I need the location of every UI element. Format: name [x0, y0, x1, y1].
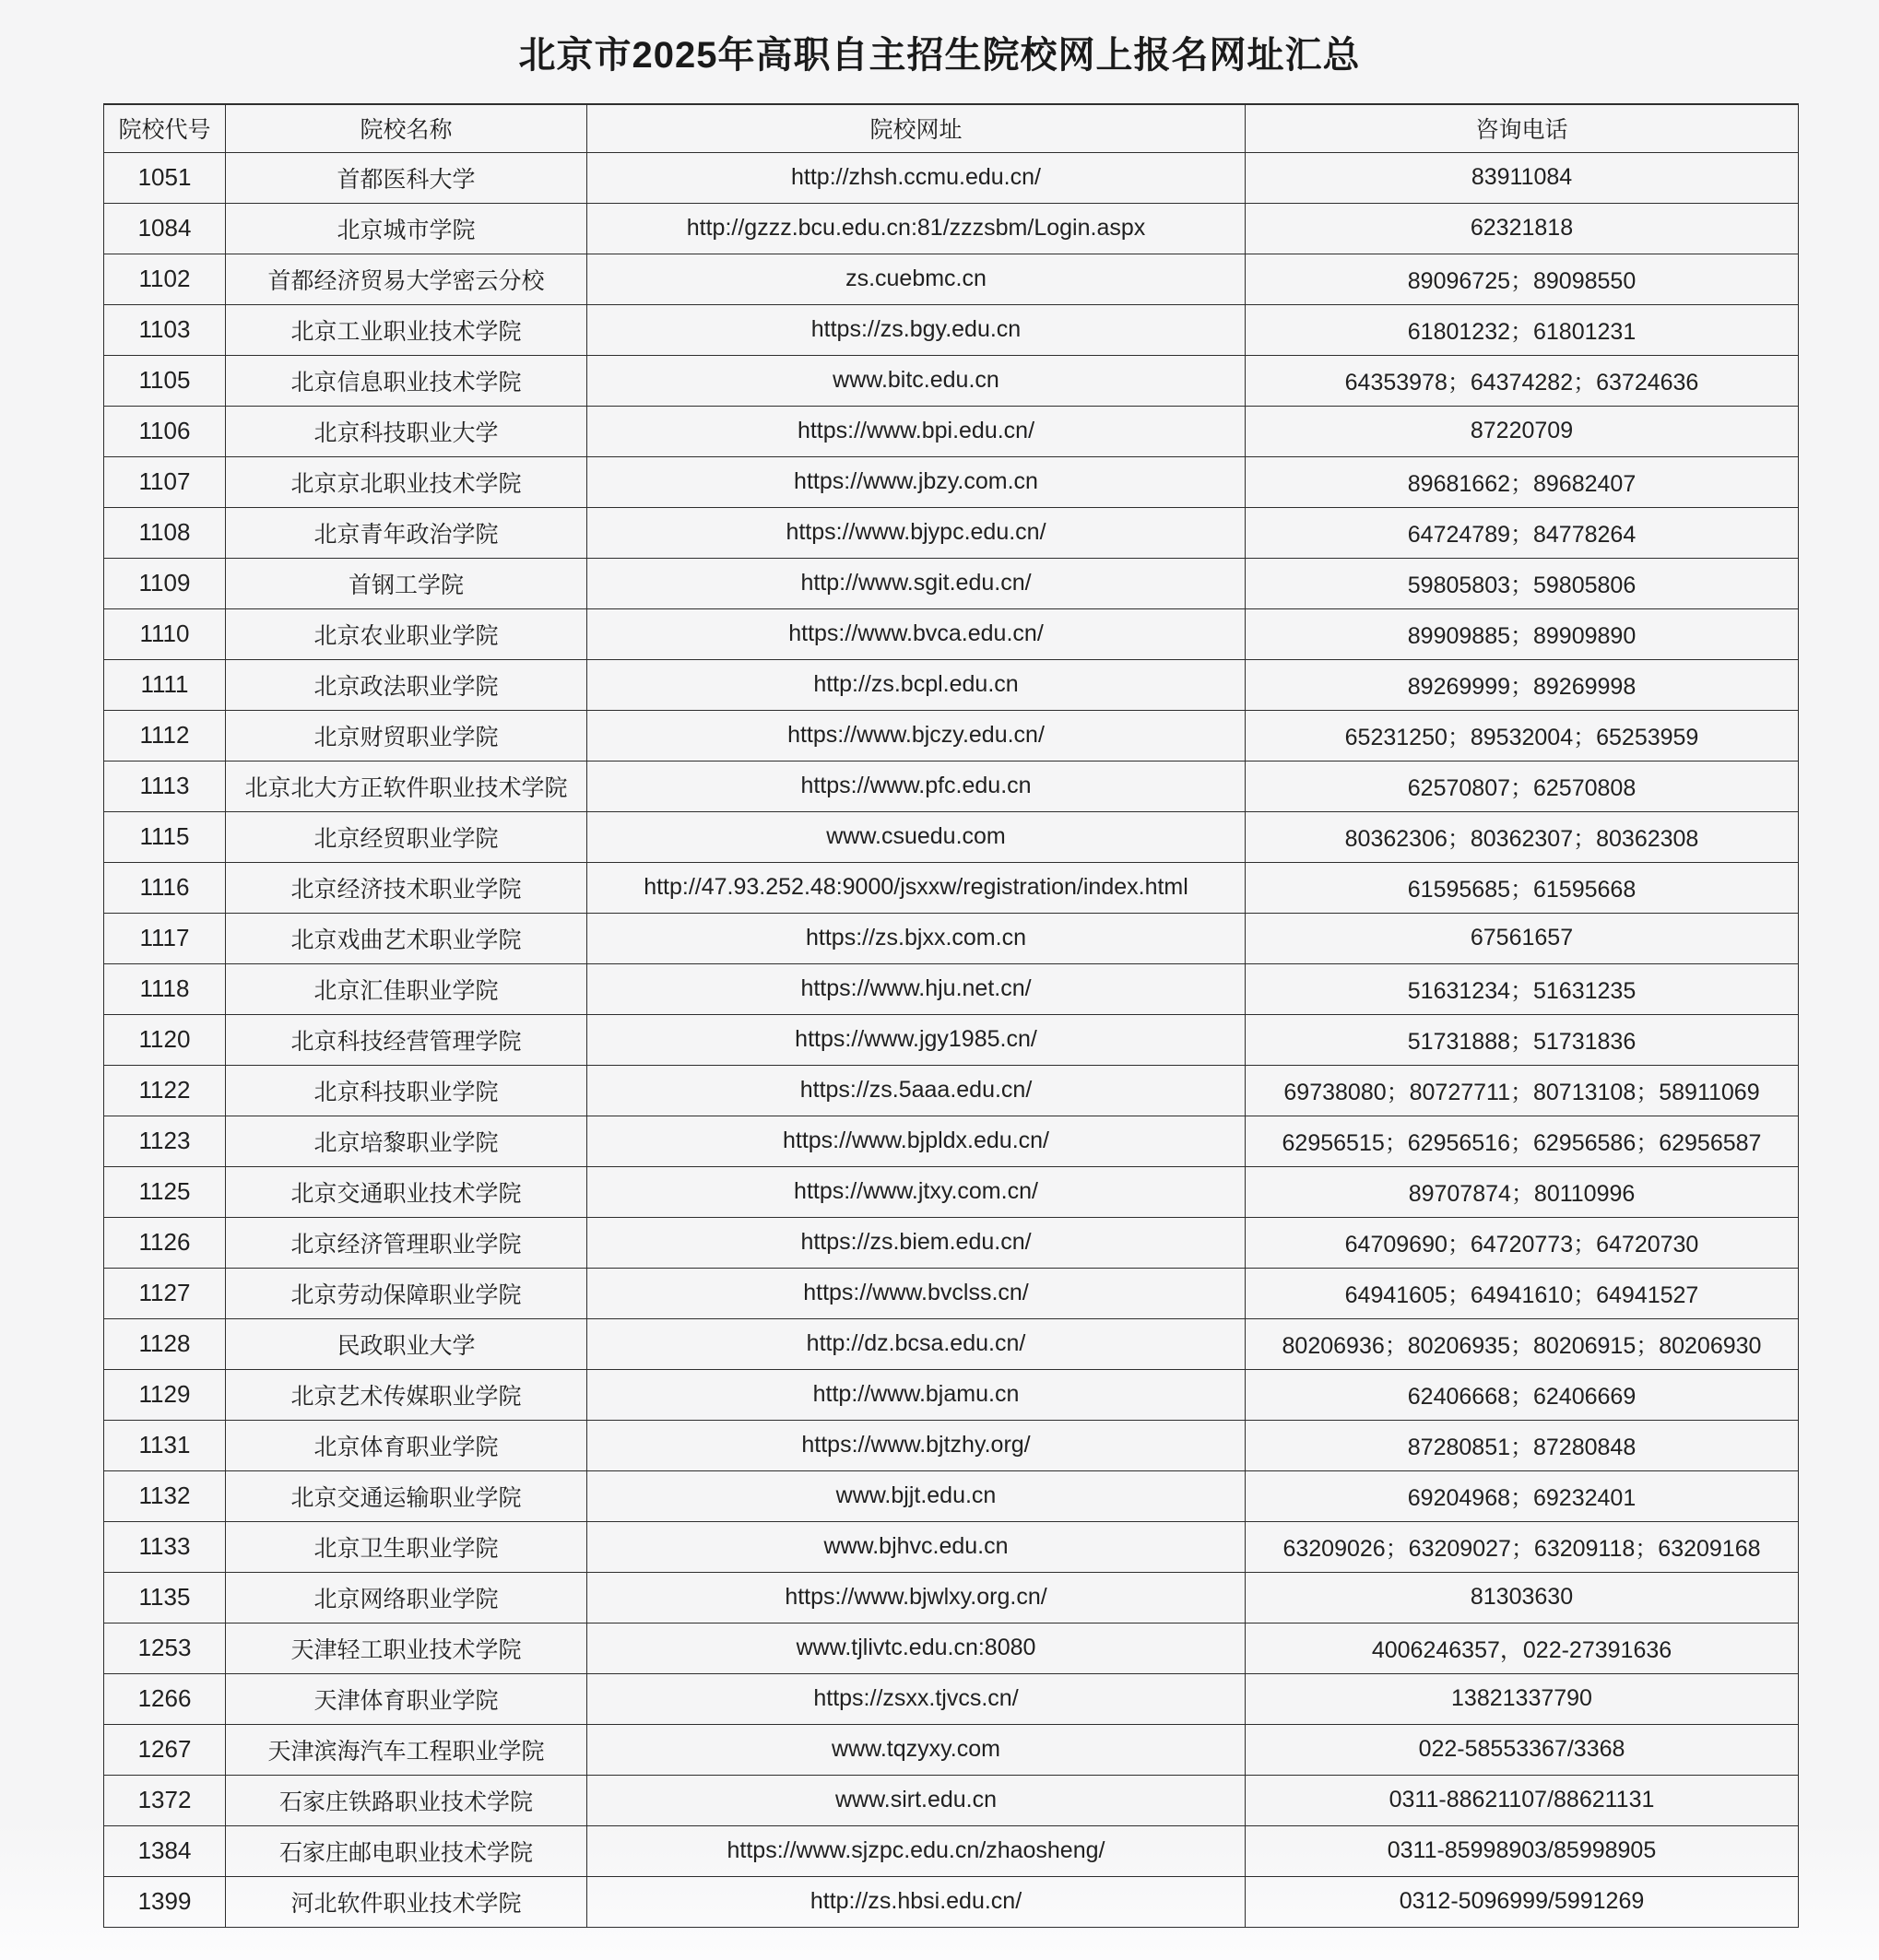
cell-name: 北京网络职业学院: [226, 1572, 587, 1623]
cell-url: zs.cuebmc.cn: [587, 254, 1246, 304]
cell-name: 首钢工学院: [226, 558, 587, 608]
cell-url: www.bjjt.edu.cn: [587, 1470, 1246, 1521]
table-row: [104, 608, 1799, 659]
table-row: [104, 456, 1799, 507]
cell-name: 北京交通运输职业学院: [226, 1470, 587, 1521]
cell-phone: 80206936；80206935；80206915；80206930: [1246, 1318, 1799, 1369]
cell-phone: 0311-88621107/88621131: [1246, 1775, 1799, 1825]
cell-phone: 89909885；89909890: [1246, 608, 1799, 659]
cell-url: https://www.bjczy.edu.cn/: [587, 710, 1246, 761]
cell-phone: 63209026；63209027；63209118；63209168: [1246, 1521, 1799, 1572]
cell-code: 1107: [104, 456, 226, 507]
cell-name: 石家庄铁路职业技术学院: [226, 1775, 587, 1825]
cell-phone: 64353978；64374282；63724636: [1246, 355, 1799, 406]
table-row: [104, 355, 1799, 406]
cell-url: https://www.bvca.edu.cn/: [587, 608, 1246, 659]
cell-code: 1253: [104, 1623, 226, 1673]
cell-phone: 89096725；89098550: [1246, 254, 1799, 304]
cell-code: 1108: [104, 507, 226, 558]
cell-code: 1051: [104, 152, 226, 203]
cell-phone: 87280851；87280848: [1246, 1420, 1799, 1470]
cell-name: 北京城市学院: [226, 203, 587, 254]
cell-code: 1115: [104, 811, 226, 862]
cell-name: 北京科技职业大学: [226, 406, 587, 456]
table-row: [104, 710, 1799, 761]
table-body: [104, 152, 1799, 1927]
cell-code: 1126: [104, 1217, 226, 1268]
cell-name: 北京工业职业技术学院: [226, 304, 587, 355]
cell-url: www.sirt.edu.cn: [587, 1775, 1246, 1825]
table-head: [104, 104, 1799, 152]
cell-phone: 4006246357，022-27391636: [1246, 1623, 1799, 1673]
table-row: [104, 1065, 1799, 1116]
cell-phone: 89707874；80110996: [1246, 1166, 1799, 1217]
cell-phone: 64709690；64720773；64720730: [1246, 1217, 1799, 1268]
cell-name: 北京科技经营管理学院: [226, 1014, 587, 1065]
cell-phone: 89269999；89269998: [1246, 659, 1799, 710]
table-row: [104, 659, 1799, 710]
table-row: [104, 1572, 1799, 1623]
cell-phone: 62956515；62956516；62956586；62956587: [1246, 1116, 1799, 1166]
cell-name: 河北软件职业技术学院: [226, 1876, 587, 1927]
cell-name: 北京卫生职业学院: [226, 1521, 587, 1572]
table-row: [104, 761, 1799, 811]
table-row: [104, 1775, 1799, 1825]
cell-url: www.csuedu.com: [587, 811, 1246, 862]
header-college-code: 院校代号: [104, 104, 226, 152]
cell-name: 首都医科大学: [226, 152, 587, 203]
table-row: [104, 558, 1799, 608]
cell-name: 民政职业大学: [226, 1318, 587, 1369]
cell-phone: 61595685；61595668: [1246, 862, 1799, 913]
cell-name: 天津轻工职业技术学院: [226, 1623, 587, 1673]
cell-phone: 62406668；62406669: [1246, 1369, 1799, 1420]
table-row: [104, 1014, 1799, 1065]
cell-code: 1131: [104, 1420, 226, 1470]
cell-code: 1118: [104, 963, 226, 1014]
cell-url: https://www.bvclss.cn/: [587, 1268, 1246, 1318]
cell-name: 首都经济贸易大学密云分校: [226, 254, 587, 304]
cell-url: http://www.bjamu.cn: [587, 1369, 1246, 1420]
cell-code: 1117: [104, 913, 226, 963]
table-row: [104, 1521, 1799, 1572]
cell-url: https://www.hju.net.cn/: [587, 963, 1246, 1014]
cell-phone: 0311-85998903/85998905: [1246, 1825, 1799, 1876]
cell-code: 1399: [104, 1876, 226, 1927]
page-title: 北京市2025年高职自主招生院校网上报名网址汇总: [518, 35, 1361, 76]
colleges-table: [103, 103, 1799, 1928]
table-row: [104, 254, 1799, 304]
cell-phone: 62321818: [1246, 203, 1799, 254]
cell-code: 1133: [104, 1521, 226, 1572]
cell-name: 天津体育职业学院: [226, 1673, 587, 1724]
cell-code: 1122: [104, 1065, 226, 1116]
cell-code: 1127: [104, 1268, 226, 1318]
table-row: [104, 1217, 1799, 1268]
cell-code: 1103: [104, 304, 226, 355]
cell-url: www.tjlivtc.edu.cn:8080: [587, 1623, 1246, 1673]
cell-url: http://47.93.252.48:9000/jsxxw/registration/index.html: [587, 862, 1246, 913]
cell-name: 北京经贸职业学院: [226, 811, 587, 862]
cell-name: 北京政法职业学院: [226, 659, 587, 710]
cell-phone: 69204968；69232401: [1246, 1470, 1799, 1521]
cell-phone: 80362306；80362307；80362308: [1246, 811, 1799, 862]
cell-code: 1105: [104, 355, 226, 406]
cell-code: 1116: [104, 862, 226, 913]
cell-name: 北京经济管理职业学院: [226, 1217, 587, 1268]
cell-code: 1084: [104, 203, 226, 254]
cell-url: http://zs.hbsi.edu.cn/: [587, 1876, 1246, 1927]
table-row: [104, 1166, 1799, 1217]
cell-name: 北京戏曲艺术职业学院: [226, 913, 587, 963]
cell-name: 天津滨海汽车工程职业学院: [226, 1724, 587, 1775]
cell-code: 1129: [104, 1369, 226, 1420]
cell-name: 北京经济技术职业学院: [226, 862, 587, 913]
cell-url: http://zs.bcpl.edu.cn: [587, 659, 1246, 710]
cell-url: http://gzzz.bcu.edu.cn:81/zzzsbm/Login.aspx: [587, 203, 1246, 254]
cell-url: https://zs.biem.edu.cn/: [587, 1217, 1246, 1268]
cell-name: 北京京北职业技术学院: [226, 456, 587, 507]
cell-code: 1106: [104, 406, 226, 456]
cell-code: 1123: [104, 1116, 226, 1166]
cell-name: 北京财贸职业学院: [226, 710, 587, 761]
cell-code: 1132: [104, 1470, 226, 1521]
cell-phone: 64724789；84778264: [1246, 507, 1799, 558]
cell-url: https://www.bpi.edu.cn/: [587, 406, 1246, 456]
cell-phone: 81303630: [1246, 1572, 1799, 1623]
cell-url: https://zs.bgy.edu.cn: [587, 304, 1246, 355]
cell-name: 北京科技职业学院: [226, 1065, 587, 1116]
header-college-url: 院校网址: [587, 104, 1246, 152]
cell-code: 1128: [104, 1318, 226, 1369]
table-row: [104, 1876, 1799, 1927]
table-row: [104, 811, 1799, 862]
cell-code: 1102: [104, 254, 226, 304]
cell-phone: 67561657: [1246, 913, 1799, 963]
cell-code: 1120: [104, 1014, 226, 1065]
cell-name: 北京信息职业技术学院: [226, 355, 587, 406]
table-row: [104, 406, 1799, 456]
cell-phone: 65231250；89532004；65253959: [1246, 710, 1799, 761]
cell-phone: 89681662；89682407: [1246, 456, 1799, 507]
cell-name: 北京汇佳职业学院: [226, 963, 587, 1014]
cell-phone: 59805803；59805806: [1246, 558, 1799, 608]
cell-url: https://www.bjypc.edu.cn/: [587, 507, 1246, 558]
cell-code: 1109: [104, 558, 226, 608]
header-consult-phone: 咨询电话: [1246, 104, 1799, 152]
table-row: [104, 913, 1799, 963]
cell-phone: 51631234；51631235: [1246, 963, 1799, 1014]
cell-url: https://www.jbzy.com.cn: [587, 456, 1246, 507]
table-row: [104, 862, 1799, 913]
table-row: [104, 304, 1799, 355]
cell-url: https://www.sjzpc.edu.cn/zhaosheng/: [587, 1825, 1246, 1876]
cell-url: https://www.jtxy.com.cn/: [587, 1166, 1246, 1217]
cell-url: http://dz.bcsa.edu.cn/: [587, 1318, 1246, 1369]
cell-code: 1384: [104, 1825, 226, 1876]
cell-code: 1372: [104, 1775, 226, 1825]
table-row: [104, 152, 1799, 203]
cell-url: https://www.jgy1985.cn/: [587, 1014, 1246, 1065]
cell-phone: 87220709: [1246, 406, 1799, 456]
table-row: [104, 1420, 1799, 1470]
cell-phone: 83911084: [1246, 152, 1799, 203]
cell-url: https://www.bjtzhy.org/: [587, 1420, 1246, 1470]
cell-code: 1113: [104, 761, 226, 811]
cell-phone: 62570807；62570808: [1246, 761, 1799, 811]
cell-url: https://zsxx.tjvcs.cn/: [587, 1673, 1246, 1724]
cell-phone: 13821337790: [1246, 1673, 1799, 1724]
header-college-name: 院校名称: [226, 104, 587, 152]
table-row: [104, 507, 1799, 558]
cell-phone: 64941605；64941610；64941527: [1246, 1268, 1799, 1318]
cell-phone: 51731888；51731836: [1246, 1014, 1799, 1065]
table-row: [104, 1825, 1799, 1876]
cell-name: 北京北大方正软件职业技术学院: [226, 761, 587, 811]
cell-phone: 69738080；80727711；80713108；58911069: [1246, 1065, 1799, 1116]
cell-code: 1266: [104, 1673, 226, 1724]
cell-code: 1267: [104, 1724, 226, 1775]
table-row: [104, 1268, 1799, 1318]
cell-url: http://www.sgit.edu.cn/: [587, 558, 1246, 608]
cell-code: 1111: [104, 659, 226, 710]
table-row: [104, 963, 1799, 1014]
cell-phone: 61801232；61801231: [1246, 304, 1799, 355]
table-row: [104, 1318, 1799, 1369]
table-row: [104, 1116, 1799, 1166]
cell-code: 1112: [104, 710, 226, 761]
cell-url: www.bitc.edu.cn: [587, 355, 1246, 406]
cell-code: 1125: [104, 1166, 226, 1217]
table-row: [104, 1724, 1799, 1775]
cell-code: 1135: [104, 1572, 226, 1623]
cell-phone: 0312-5096999/5991269: [1246, 1876, 1799, 1927]
cell-url: https://www.bjpldx.edu.cn/: [587, 1116, 1246, 1166]
cell-name: 北京体育职业学院: [226, 1420, 587, 1470]
table-row: [104, 1470, 1799, 1521]
cell-name: 北京劳动保障职业学院: [226, 1268, 587, 1318]
cell-code: 1110: [104, 608, 226, 659]
cell-url: https://zs.bjxx.com.cn: [587, 913, 1246, 963]
cell-name: 北京艺术传媒职业学院: [226, 1369, 587, 1420]
table-header-row: [104, 104, 1799, 152]
table-row: [104, 1673, 1799, 1724]
cell-url: www.tqzyxy.com: [587, 1724, 1246, 1775]
table-row: [104, 203, 1799, 254]
cell-url: https://www.bjwlxy.org.cn/: [587, 1572, 1246, 1623]
cell-url: https://zs.5aaa.edu.cn/: [587, 1065, 1246, 1116]
cell-name: 北京培黎职业学院: [226, 1116, 587, 1166]
cell-name: 北京农业职业学院: [226, 608, 587, 659]
cell-name: 石家庄邮电职业技术学院: [226, 1825, 587, 1876]
cell-name: 北京交通职业技术学院: [226, 1166, 587, 1217]
cell-name: 北京青年政治学院: [226, 507, 587, 558]
cell-phone: 022-58553367/3368: [1246, 1724, 1799, 1775]
cell-url: http://zhsh.ccmu.edu.cn/: [587, 152, 1246, 203]
cell-url: https://www.pfc.edu.cn: [587, 761, 1246, 811]
table-row: [104, 1369, 1799, 1420]
cell-url: www.bjhvc.edu.cn: [587, 1521, 1246, 1572]
table-row: [104, 1623, 1799, 1673]
